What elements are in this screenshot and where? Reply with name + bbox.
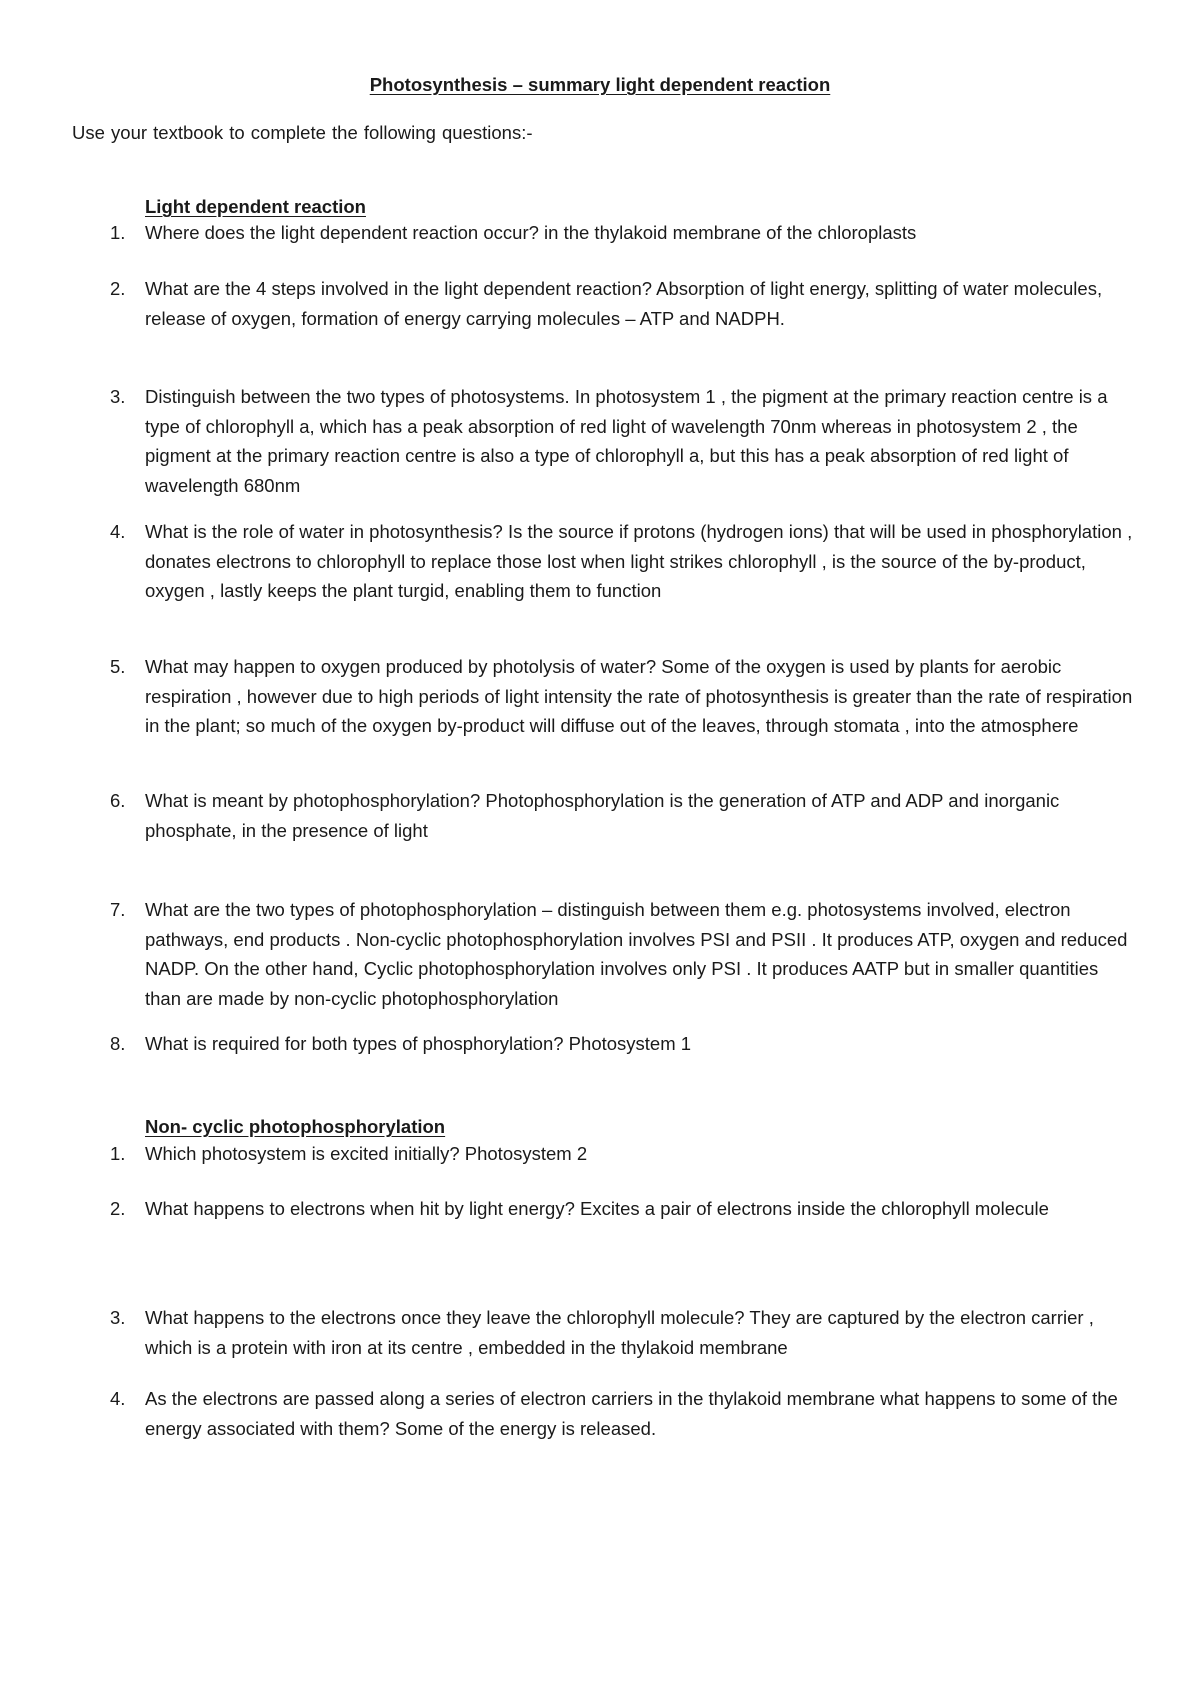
question-text: What is required for both types of phosphorylation? Photosystem 1 [145, 1033, 692, 1054]
question-number: 3. [110, 386, 126, 407]
question-number: 1. [110, 1143, 126, 1164]
question-number: 3. [110, 1307, 126, 1328]
question-text: As the electrons are passed along a series of electron carriers in the thylakoid membrane what happens to some of the energy associated with them? Some of the energy is released. [145, 1388, 1118, 1439]
question-text: What are the 4 steps involved in the light dependent reaction? Absorption of light energy, splitting of water molecules, release of oxygen, formation of energy carrying molecules – ATP and NADPH. [145, 278, 1103, 329]
question-text: Distinguish between the two types of photosystems. In photosystem 1 , the pigment at the primary reaction centre is a type of chlorophyll a, which has a peak absorption of red light of wavelength 70nm whereas in photosystem 2 , the pigment at the primary reaction centre is also a type of chlorophyll a, but this has a peak absorption of red light of wavelength 680nm [145, 386, 1108, 496]
section-heading-non-cyclic: Non- cyclic photophosphorylation [145, 1116, 446, 1137]
question-number: 2. [110, 278, 126, 299]
question-text: What is the role of water in photosynthesis? Is the source if protons (hydrogen ions) that will be used in phosphorylation , donates electrons to chlorophyll to replace those lost when light strikes chlorophyll , is the source of the by-product, oxygen , lastly keeps the plant turgid, enabling them to function [145, 521, 1133, 601]
question-text: What is meant by photophosphorylation? Photophosphorylation is the generation of ATP and ADP and inorganic phosphate, in the presence of light [145, 790, 1060, 841]
document-intro: Use your textbook to complete the following questions:- [72, 122, 533, 143]
question-text: Which photosystem is excited initially? Photosystem 2 [145, 1143, 588, 1164]
question-number: 7. [110, 899, 126, 920]
question-number: 6. [110, 790, 126, 811]
question-text: What happens to electrons when hit by light energy? Excites a pair of electrons inside the chlorophyll molecule [145, 1198, 1049, 1219]
question-number: 8. [110, 1033, 126, 1054]
question-text: Where does the light dependent reaction occur? in the thylakoid membrane of the chloroplasts [145, 222, 917, 243]
question-number: 4. [110, 1388, 126, 1409]
question-number: 5. [110, 656, 126, 677]
question-number: 1. [110, 222, 126, 243]
question-number: 2. [110, 1198, 126, 1219]
question-text: What happens to the electrons once they leave the chlorophyll molecule? They are captured by the electron carrier , which is a protein with iron at its centre , embedded in the thylakoid membrane [145, 1307, 1094, 1358]
question-number: 4. [110, 521, 126, 542]
document-title: Photosynthesis – summary light dependent reaction [369, 74, 831, 95]
question-text: What are the two types of photophosphorylation – distinguish between them e.g. photosystems involved, electron pathways, end products . Non-cyclic photophosphorylation involves PSI and PSII . It produces ATP, oxygen and reduced NADP. On the other hand, Cyclic photophosphorylation involves only PSI . It produces AATP but in smaller quantities than are made by non-cyclic photophosphorylation [145, 899, 1128, 1009]
question-text: What may happen to oxygen produced by photolysis of water? Some of the oxygen is used by plants for aerobic respiration , however due to high periods of light intensity the rate of photosynthesis is greater than the rate of respiration in the plant; so much of the oxygen by-product will diffuse out of the leaves, through stomata , into the atmosphere [145, 656, 1133, 736]
section-heading-light-dependent: Light dependent reaction [145, 196, 366, 217]
